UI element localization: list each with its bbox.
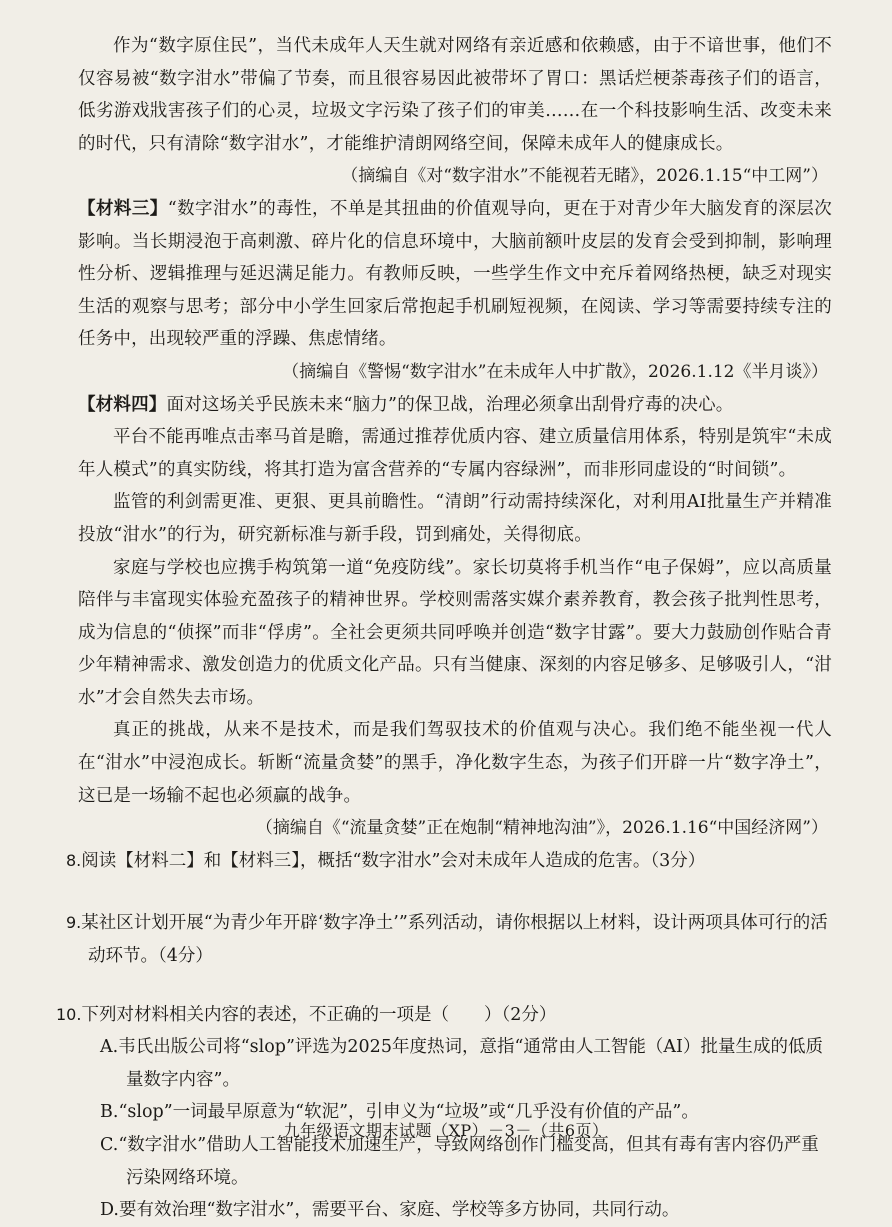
option-a-text: 韦氏出版公司将“slop”评选为2025年度热词，意指“通常由人工智能（AI）批量生成的低质量数字内容”。	[118, 1037, 823, 1090]
material3-text: “数字泔水”的毒性，不单是其扭曲的价值观导向，更在于对青少年大脑发育的深层次影响。当长期浸泡于高刺激、碎片化的信息环境中，大脑前额叶皮层的发育会受到抑制，影响理性分析、逻辑推理与延迟满足能力。有教师反映，一些学生作文中充斥着网络热梗，缺乏对现实生活的观察与思考；部分中小学生回家后常抱起手机刷短视频，在阅读、学习等需要持续专注的任务中，出现较严重的浮躁、焦虑情绪。	[78, 198, 833, 350]
bleed-through-mark	[440, 118, 455, 139]
option-b-letter: B.	[100, 1102, 119, 1123]
material4-paragraph-family-school: 家庭与学校也应携手构筑第一道“免疫防线”。家长切莫将手机当作“电子保姆”，应以高质量陪伴与丰富现实体验充盈孩子的精神世界。学校则需落实媒介素养教育，教会孩子批判性思考，成为信息的“侦探”而非“俘虏”。全社会更须共同呼唤并创造“数字甘露”。要大力鼓励创作贴合青少年精神需求、激发创造力的优质文化产品。只有当健康、深刻的内容足够多、足够吸引人，“泔水”才会自然失去市场。	[78, 557, 832, 708]
material4-paragraph-regulation: 监管的利剑需更准、更狠、更具前瞻性。“清朗”行动需持续深化，对利用AI批量生产并精准投放“泔水”的行为，研究新标准与新手段，罚到痛处，关得彻底。	[78, 492, 832, 545]
material4-source: （摘编自《“流量贪婪”正在炮制“精神地沟油”》，2026.1.16“中国经济网”）	[255, 818, 828, 839]
material3-label: 【材料三】	[78, 198, 168, 219]
question-8-number: 8.	[66, 850, 82, 870]
material4-paragraph-platform: 平台不能再唯点击率马首是瞻，需通过推荐优质内容、建立质量信用体系，特别是筑牢“未成年人模式”的真实防线，将其打造为富含营养的“专属内容绿洲”，而非形同虚设的“时间锁”。	[78, 427, 832, 480]
material4-label: 【材料四】	[78, 394, 167, 415]
option-c-text: “数字泔水”借助人工智能技术加速生产，导致网络创作门槛变高，但其有毒有害内容仍严重污染网络环境。	[118, 1135, 819, 1188]
question-9	[66, 907, 832, 972]
option-a-letter: A.	[100, 1037, 119, 1058]
option-c-letter: C.	[100, 1135, 119, 1155]
question-8	[66, 845, 832, 878]
material4-intro	[78, 389, 832, 422]
option-d	[78, 1194, 832, 1227]
material3-paragraph	[78, 193, 832, 356]
question-10	[56, 999, 832, 1032]
material4-intro-text: 面对这场关乎民族未来“脑力”的保卫战，治理必须拿出刮骨疗毒的决心。	[166, 394, 734, 415]
material2-paragraph: 作为“数字原住民”，当代未成年人天生就对网络有亲近感和依赖感，由于不谙世事，他们不仅容易被“数字泔水”带偏了节奏，而且很容易因此被带坏了胃口：黑话烂梗荼毒孩子们的语言，低劣游戏戕害孩子们的心灵，垃圾文字污染了孩子们的审美……在一个科技影响生活、改变未来的时代，只有清除“数字泔水”，才能维护清朗网络空间，保障未成年人的健康成长。	[78, 36, 832, 154]
question-8-text: 阅读【材料二】和【材料三】，概括“数字泔水”会对未成年人造成的危害。（3分）	[81, 850, 706, 871]
question-9-number: 9.	[66, 913, 82, 933]
option-d-letter: D.	[100, 1200, 119, 1221]
material4-paragraph-challenge: 真正的挑战，从来不是技术，而是我们驾驭技术的价值观与决心。我们绝不能坐视一代人在“泔水”中浸泡成长。斩断“流量贪婪”的黑手，净化数字生态，为孩子们开辟一片“数字净土”，这已是一场输不起也必须赢的战争。	[78, 720, 832, 806]
page-footer: 九年级语文期末试题（XP）－3－（共6页）	[283, 1121, 609, 1140]
material3-source: （摘编自《警惕“数字泔水”在未成年人中扩散》，2026.1.12《半月谈》）	[282, 361, 828, 382]
question-9-text: 某社区计划开展“为青少年开辟‘数字净土’”系列活动，请你根据以上材料，设计两项具体可行的活动环节。（4分）	[81, 913, 828, 967]
option-b-text: “slop”一词最早原意为“软泥”，引申义为“垃圾”或“几乎没有价值的产品”。	[118, 1102, 699, 1123]
question-10-text: 下列对材料相关内容的表述，不正确的一项是（ ）（2分）	[81, 1004, 557, 1025]
material2-source: （摘编自《对“数字泔水”不能视若无睹》，2026.1.15“中工网”）	[341, 166, 828, 187]
option-d-text: 要有效治理“数字泔水”，需要平台、家庭、学校等多方协同，共同行动。	[118, 1200, 680, 1221]
option-a	[78, 1031, 832, 1096]
question-10-number: 10.	[56, 1004, 82, 1024]
